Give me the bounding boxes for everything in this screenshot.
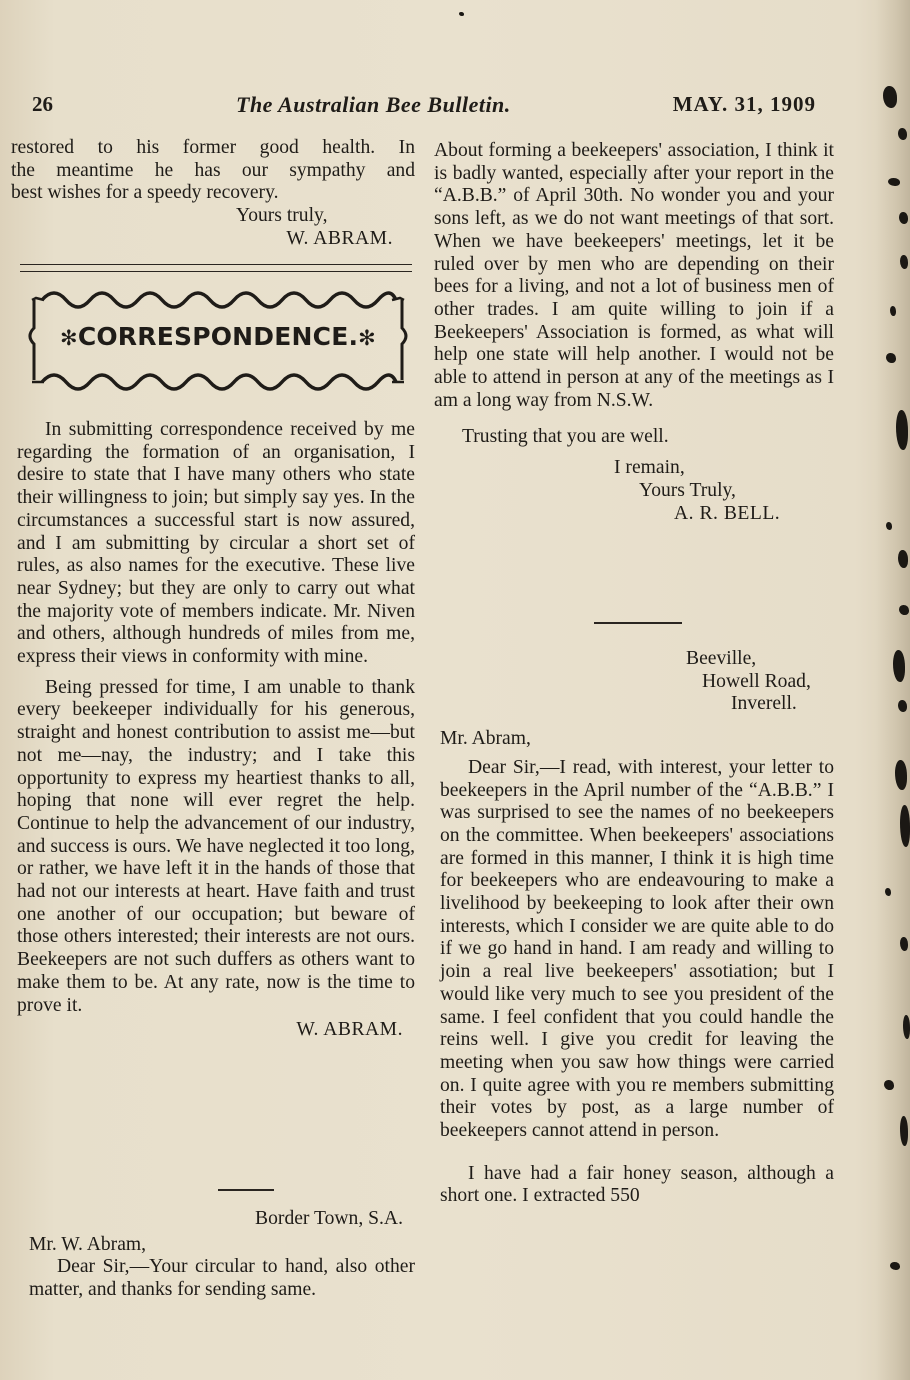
journal-title: The Australian Bee Bulletin. xyxy=(236,92,511,117)
intro-line: restored to his former good health. In xyxy=(11,137,415,158)
intro-line: best wishes for a speedy recovery. xyxy=(11,182,279,204)
signature: W. ABRAM. xyxy=(286,227,393,249)
fleuron-ornament: ✻ xyxy=(358,326,376,350)
letter-salutation: Mr. Abram, xyxy=(440,728,531,750)
issue-date: MAY. 31, 1909 xyxy=(672,92,816,116)
banner-heading: CORRESPONDENCE. xyxy=(77,322,359,351)
running-header xyxy=(30,92,816,122)
fleuron-ornament: ✻ xyxy=(60,326,78,350)
intro-line: the meantime he has our sympathy and xyxy=(11,159,415,181)
letter-signature: A. R. BELL. xyxy=(674,502,781,524)
letter-address: Border Town, S.A. xyxy=(255,1208,403,1229)
correspondence-banner xyxy=(22,284,414,406)
right-column-letter xyxy=(434,648,834,1208)
letter-paragraph: About forming a beekeepers' association, I think it is badly wanted, especially after your report in the “A.B.B.” of April 30th. No wonder you and your sons left, as we do not want meetings of that sort. When we have beekeepers' meetings, let it be ruled over by men who are depending on their bees for a living, and not a lot of business men of other trades. I am quite willing to join if a Beekeepers' Association is formed, as what will help one state will help another. I would not be able to attend in person at any of the meetings as I am a long way from N.S.W. xyxy=(434,140,834,411)
closing: Yours truly, xyxy=(236,205,328,227)
right-column xyxy=(434,140,834,525)
banner-title xyxy=(22,322,414,351)
page-edge-shadow xyxy=(876,0,910,1380)
letter-yours: Yours Truly, xyxy=(639,479,736,501)
page-number: 26 xyxy=(32,92,53,116)
left-column-top xyxy=(11,137,415,251)
left-column-letter xyxy=(11,1208,415,1302)
letter-salutation: Mr. W. Abram, xyxy=(29,1233,147,1255)
correspondence-paragraph: In submitting correspondence received by me regarding the formation of an organisation, I desire to state that I have many others who state their willingness to join; but simply say yes. In the circumstances a successful start is now assured, and I am submitting by circular a short set of rules, as also names for the executive. These live near Sydney; but they are only to carry out what the majority vote of members indicate. Mr. Niven and others, although hundreds of miles from me, express their views in conformity with mine. xyxy=(17,419,415,668)
letter-separator xyxy=(594,622,682,624)
letter-separator xyxy=(218,1189,274,1191)
left-column-body xyxy=(11,419,415,1042)
letter-trusting: Trusting that you are well. xyxy=(462,426,669,448)
section-divider xyxy=(20,264,412,272)
letter-paragraph: I have had a fair honey season, although a short one. I extracted 550 xyxy=(440,1162,834,1207)
letter-paragraph: Dear Sir,—Your circular to hand, also other matter, and thanks for sending same. xyxy=(29,1256,415,1301)
address-line: Inverell. xyxy=(731,693,797,715)
letter-remain: I remain, xyxy=(614,457,685,479)
address-line: Howell Road, xyxy=(702,670,811,692)
address-line: Beeville, xyxy=(686,648,757,669)
signature: W. ABRAM. xyxy=(296,1019,403,1041)
correspondence-paragraph: Being pressed for time, I am unable to thank every beekeeper individually for his generous, straight and honest contribution to assist me—but not me—nay, the industry; and I take this opportunity to express my heartiest thanks to all, hoping that none will ever regret the help. Continue to help the advancement of our industry, and success is ours. We have neglected it too long, or rather, we have left it in the hands of those that had not our interests at heart. Have faith and trust one another of our occupation; but beware of those others interested; their interests are not ours. Beekeepers are not such duffers as others want to make them to be. At any rate, now is the time to prove it. xyxy=(17,676,415,1016)
letter-paragraph: Dear Sir,—I read, with interest, your letter to beekeepers in the April number of the “A.B.B.” I was surprised to see the names of no beekeepers on the committee. When beekeepers' associations are formed in this manner, I think it is high time for beekeepers who are endeavouring to make a livelihood by beekeeping to look after their own interests, which I consider we are quite able to do if we go hand in hand. I am ready and willing to join a real live beekeepers' assotiation; but I would like very much to see you president of the same. I feel confident that you could handle the reins well. I give you credit for leaving the meeting when you saw how things were carried on. I quite agree with you re members submitting their votes by post, as a large number of beekeepers cannot attend in person. xyxy=(440,756,834,1142)
